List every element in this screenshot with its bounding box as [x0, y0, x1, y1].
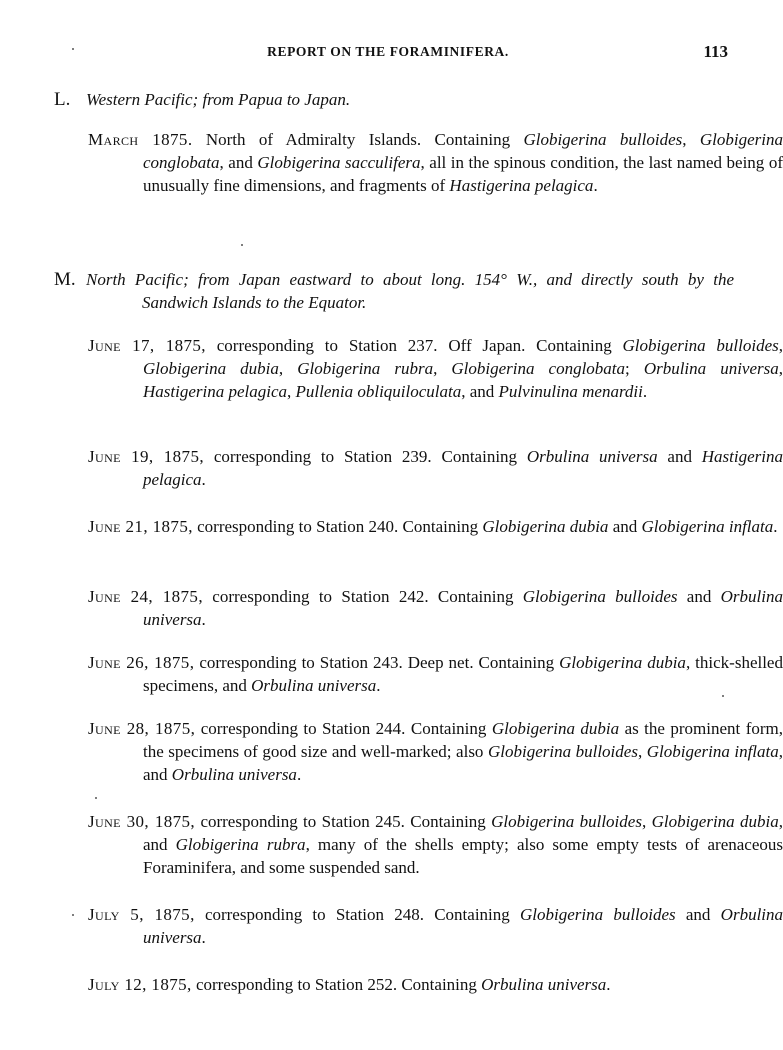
species-name: Hastigerina pelagica [143, 447, 783, 489]
entry-text: as the prominent form, the specimens of good size and well-marked; also [143, 719, 783, 761]
entry-text: , [778, 336, 783, 355]
entry-text: and [608, 517, 642, 536]
section-l [54, 88, 734, 111]
species-name: Globigerina sacculifera [257, 153, 421, 172]
entry-text: , thick-shelled specimens, and [143, 653, 783, 695]
entry-text: . [593, 176, 598, 195]
station-entry [88, 651, 783, 697]
species-name: Globigerina bulloides [622, 336, 779, 355]
entry-date: June 24, 1875, [88, 587, 203, 606]
entry-text: . [642, 382, 648, 401]
entry-text: , and [461, 382, 499, 401]
section-heading: North Pacific; from Japan eastward to about long. 154° W., and directly south by the Sandwich Islands to the Equator. [86, 270, 734, 312]
species-name: Globigerina conglobata [451, 359, 626, 378]
species-name: Globigerina rubra [175, 835, 306, 854]
entry-text: . [201, 610, 206, 629]
entry-text: and [675, 905, 721, 924]
entry-date: June 26, 1875, [88, 653, 195, 672]
species-name: Globigerina dubia [482, 517, 609, 536]
station-entry [88, 903, 783, 949]
station-entry [88, 445, 783, 491]
entry-date: June 17, 1875, [88, 336, 206, 355]
species-name: Globigerina dubia [143, 359, 279, 378]
entry-text: , and [143, 812, 783, 854]
species-name: Orbulina universa [526, 447, 658, 466]
entry-text: corresponding to Station 248. Containing [194, 905, 520, 924]
entry-text: , [682, 130, 700, 149]
station-entry [88, 334, 783, 403]
section-letter: M. [54, 269, 76, 290]
scan-speck [241, 244, 243, 246]
entry-text: corresponding to Station 239. Containing [204, 447, 527, 466]
scan-speck [72, 914, 74, 916]
entry-text: corresponding to Station 242. Containing [202, 587, 523, 606]
entry-text: , [278, 359, 298, 378]
species-name: Orbulina universa [171, 765, 297, 784]
species-name: Globigerina bulloides [487, 742, 638, 761]
entry-text: , [778, 359, 783, 378]
species-name: Globigerina dubia [651, 812, 779, 831]
scan-speck [722, 695, 724, 697]
entry-text: . [606, 975, 611, 994]
species-name: Orbulina universa [481, 975, 607, 994]
species-name: Orbulina universa [643, 359, 779, 378]
entry-text: , [287, 382, 296, 401]
entry-text: corresponding to Station 244. Containing [195, 719, 492, 738]
species-name: Globigerina dubia [491, 719, 620, 738]
entry-date: June 30, 1875, [88, 812, 196, 831]
entry-text: , many of the shells empty; also some empty tests of arenaceous Foraminifera, and some suspended sand. [143, 835, 783, 877]
running-title: REPORT ON THE FORAMINIFERA. [267, 44, 509, 59]
entry-text: ; [625, 359, 644, 378]
entry-text: and [657, 447, 702, 466]
entry-text: , [641, 812, 652, 831]
station-entry [88, 515, 783, 538]
entry-text: . [376, 676, 381, 695]
entry-date: June 19, 1875, [88, 447, 205, 466]
species-name: Globigerina inflata [646, 742, 779, 761]
entry-text: North of Admiralty Islands. Containing [192, 130, 524, 149]
species-name: Globigerina bulloides [523, 130, 683, 149]
species-name: Globigerina rubra [297, 359, 434, 378]
entry-text: , [433, 359, 452, 378]
species-name: Globigerina bulloides [520, 905, 676, 924]
entry-text: , [637, 742, 647, 761]
species-name: Hastigerina pelagica [449, 176, 594, 195]
page-header [0, 44, 776, 68]
page-number: 113 [703, 42, 728, 61]
section-m [54, 268, 734, 314]
entry-text: and [677, 587, 721, 606]
entry-text: , and [143, 742, 783, 784]
entry-text: corresponding to Station 245. Containing [195, 812, 492, 831]
station-entry [88, 810, 783, 879]
entry-text: corresponding to Station 243. Deep net. Containing [194, 653, 560, 672]
species-name: Globigerina bulloides [491, 812, 642, 831]
section-letter: L. [54, 89, 71, 110]
species-name: Hastigerina pelagica [143, 382, 288, 401]
station-entry [88, 128, 783, 197]
scan-speck [72, 48, 74, 50]
species-name: Orbulina universa [251, 676, 377, 695]
species-name: Pulvinulina menardii [498, 382, 643, 401]
entry-date: June 28, 1875, [88, 719, 196, 738]
entry-text: . [773, 517, 778, 536]
entry-text: corresponding to Station 237. Off Japan. Containing [205, 336, 623, 355]
station-entry [88, 585, 783, 631]
station-entry [88, 973, 783, 996]
entry-text: . [201, 470, 206, 489]
entry-text: , all in the spinous condition, the last named being of unusually fine dimensions, and fragments of [143, 153, 783, 195]
entry-date: July 5, 1875, [88, 905, 195, 924]
entry-date: March 1875. [88, 130, 193, 149]
species-name: Orbulina universa [143, 905, 783, 947]
species-name: Globigerina conglobata [143, 130, 783, 172]
scan-speck [95, 797, 97, 799]
station-entry [88, 717, 783, 786]
species-name: Globigerina bulloides [522, 587, 678, 606]
entry-text: corresponding to Station 240. Containing [192, 517, 483, 536]
entry-text: corresponding to Station 252. Containing [191, 975, 482, 994]
entry-text: . [201, 928, 206, 947]
entry-text: . [296, 765, 302, 784]
entry-text: , and [219, 153, 258, 172]
section-heading: Western Pacific; from Papua to Japan. [86, 90, 351, 109]
species-name: Orbulina universa [143, 587, 783, 629]
species-name: Globigerina inflata [641, 517, 774, 536]
entry-date: July 12, 1875, [88, 975, 192, 994]
species-name: Globigerina dubia [559, 653, 686, 672]
entry-date: June 21, 1875, [88, 517, 193, 536]
species-name: Pullenia obliquiloculata [295, 382, 462, 401]
